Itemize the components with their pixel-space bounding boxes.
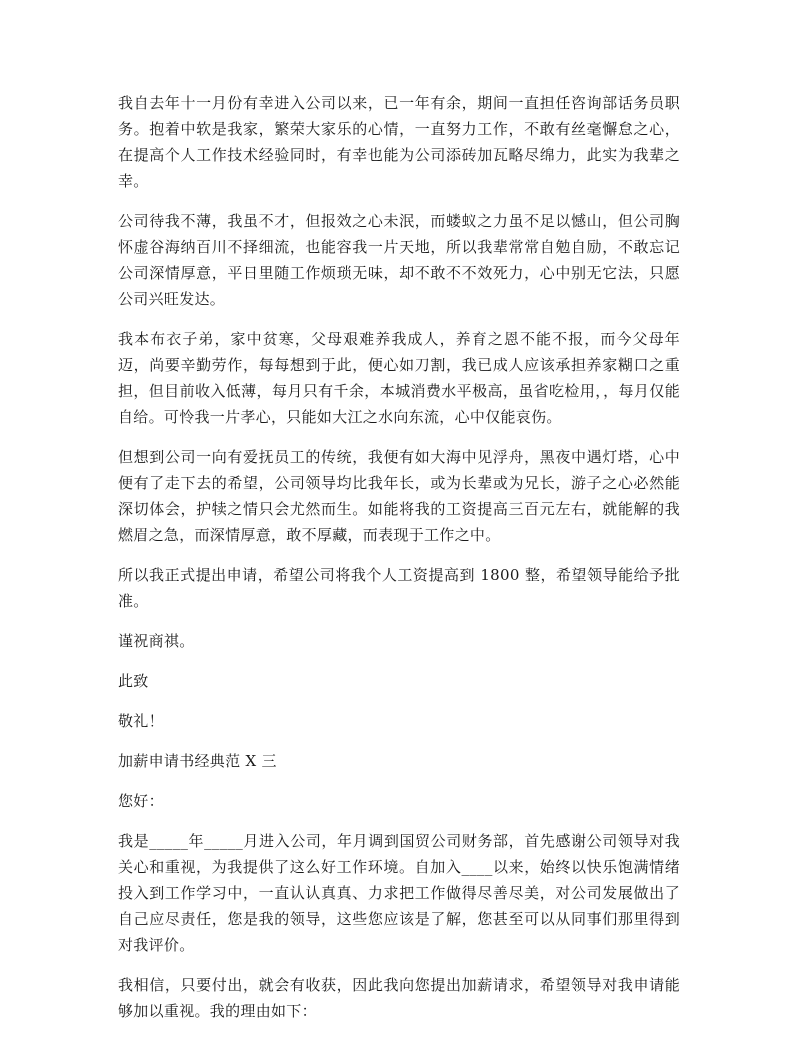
paragraph-6: 我是_____年_____月进入公司，年月调到国贸公司财务部，首先感谢公司领导对我关心和重视，为我提供了这么好工作环境。自加入____以来，始终以快乐饱满情绪投入到工作学习中，一直认认真真、力求把工作做得尽善尽美，对公司发展做出了自己应尽责任，您是我的领导，这些您应该是了解，您甚至可以从同事们那里得到对我评价。 xyxy=(118,832,680,954)
document-body xyxy=(118,90,680,1038)
section-title: 加薪申请书经典范 X 三 xyxy=(118,752,277,770)
closing-wish: 谨祝商祺。 xyxy=(118,632,195,650)
paragraph-1: 我自去年十一月份有幸进入公司以来，已一年有余，期间一直担任咨询部话务员职务。抱着中软是我家，繁荣大家乐的心情，一直努力工作，不敢有丝毫懈怠之心，在提高个人工作技术经验同时，有幸也能为公司添砖加瓦略尽绵力，此实为我辈之幸。 xyxy=(118,94,680,190)
paragraph-4: 但想到公司一向有爱抚员工的传统，我便有如大海中见浮舟，黑夜中遇灯塔，心中便有了走下去的希望，公司领导均比我年长，或为长辈或为兄长，游子之心必然能深切体会，护犊之情只会尤然而生。如能将我的工资提高三百元左右，就能解的我燃眉之急，而深情厚意，敢不厚藏，而表现于工作之中。 xyxy=(118,448,680,544)
paragraph-2: 公司待我不薄，我虽不才，但报效之心未泯，而蝼蚁之力虽不足以憾山，但公司胸怀虚谷海纳百川不择细流，也能容我一片天地，所以我辈常常自勉自励，不敢忘记公司深情厚意，平日里随工作烦琐无味，却不敢不不效死力，心中别无它法，只愿公司兴旺发达。 xyxy=(118,212,680,308)
paragraph-7: 我相信，只要付出，就会有收获，因此我向您提出加薪请求，希望领导对我申请能够加以重视。我的理由如下： xyxy=(118,976,680,1020)
closing-regards: 敬礼！ xyxy=(118,712,164,730)
paragraph-3: 我本布衣子弟，家中贫寒，父母艰难养我成人，养育之恩不能不报，而今父母年迈，尚要辛勤劳作，每每想到于此，便心如刀割，我已成人应该承担养家糊口之重担，但目前收入低薄，每月只有千余，本城消费水平极高，虽省吃检用，，每月仅能自给。可怜我一片孝心，只能如大江之水向东流，心中仅能哀伤。 xyxy=(118,330,680,426)
greeting: 您好： xyxy=(118,792,164,810)
paragraph-5: 所以我正式提出申请，希望公司将我个人工资提高到 1800 整，希望领导能给予批准。 xyxy=(118,566,680,610)
closing-salutation: 此致 xyxy=(118,672,149,690)
